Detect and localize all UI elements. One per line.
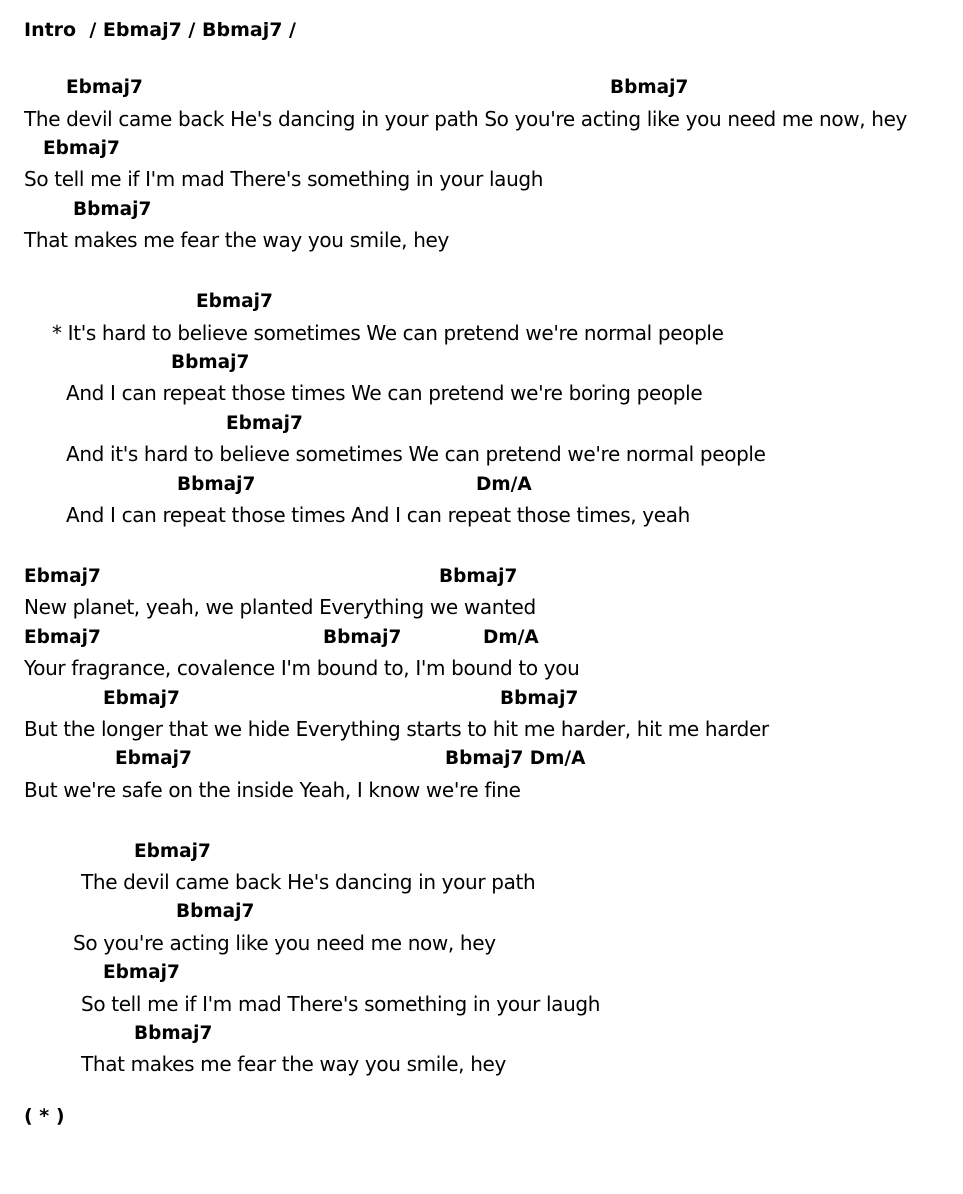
chord: Bbmaj7 [73,199,152,220]
lyric-line: So you're acting like you need me now, hey [73,931,496,955]
chord: Dm/A [483,627,539,648]
chord: Bbmaj7 [171,352,250,373]
chord: Ebmaj7 [66,77,143,98]
lyric-line: But the longer that we hide Everything starts to hit me harder, hit me harder [24,717,769,741]
chord: Bbmaj7 [610,77,689,98]
chord: Ebmaj7 [103,962,180,983]
chord: Bbmaj7 [323,627,402,648]
chord: Bbmaj7 Dm/A [445,748,586,769]
chord: Bbmaj7 [500,688,579,709]
lyric-line: And I can repeat those times And I can repeat those times, yeah [66,503,690,527]
lyric-line: That makes me fear the way you smile, hey [81,1052,506,1076]
chord: Ebmaj7 [24,566,101,587]
chord: Bbmaj7 [134,1023,213,1044]
chord: Ebmaj7 [226,413,303,434]
chord: Ebmaj7 [103,688,180,709]
lyric-line: The devil came back He's dancing in your path [81,870,536,894]
lyric-line: And it's hard to believe sometimes We can pretend we're normal people [66,442,766,466]
lyric-line: New planet, yeah, we planted Everything we wanted [24,595,536,619]
chord: Ebmaj7 [134,841,211,862]
chord: Bbmaj7 [177,474,256,495]
chord: Dm/A [476,474,532,495]
chord: Ebmaj7 [115,748,192,769]
intro-line: Intro / Ebmaj7 / Bbmaj7 / [24,19,296,41]
lyric-line: The devil came back He's dancing in your path So you're acting like you need me now, hey [24,107,908,131]
lyric-line: Your fragrance, covalence I'm bound to, I'm bound to you [24,656,580,680]
lyric-line: So tell me if I'm mad There's something in your laugh [81,992,601,1016]
lyric-line: And I can repeat those times We can pretend we're boring people [66,381,703,405]
lyric-line: But we're safe on the inside Yeah, I know we're fine [24,778,521,802]
chord: Ebmaj7 [43,138,120,159]
chord: Ebmaj7 [24,627,101,648]
repeat-marker: ( * ) [24,1105,65,1127]
lyric-line: So tell me if I'm mad There's something in your laugh [24,167,544,191]
chord: Bbmaj7 [439,566,518,587]
chord: Bbmaj7 [176,901,255,922]
lyric-line: * It's hard to believe sometimes We can pretend we're normal people [52,321,724,345]
chord: Ebmaj7 [196,291,273,312]
lyric-line: That makes me fear the way you smile, hey [24,228,449,252]
